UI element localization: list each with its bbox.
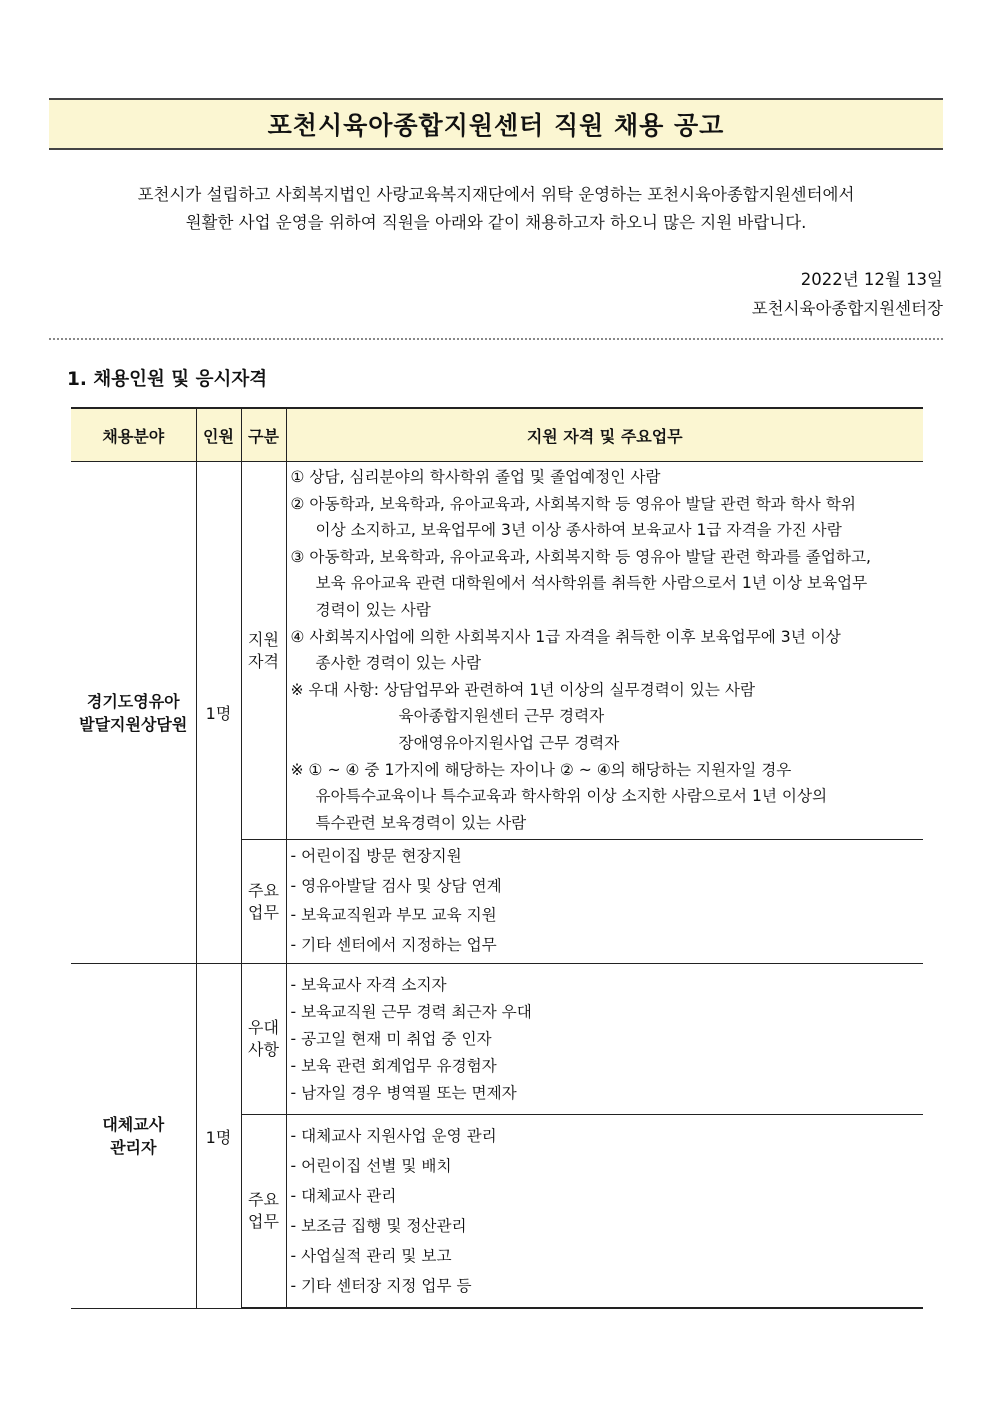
header-details: 지원 자격 및 주요업무	[286, 408, 923, 462]
header-count: 인원	[196, 408, 241, 462]
list-item: - 기타 센터에서 지정하는 업무	[290, 935, 497, 954]
list-item: - 어린이집 선별 및 배치	[290, 1157, 452, 1176]
job-field-cell: 대체교사 관리자	[71, 964, 196, 1308]
duties-cell	[286, 1115, 923, 1309]
list-item: - 보육교직원과 부모 교육 지원	[290, 906, 497, 925]
category-qualifications: 지원 자격	[241, 462, 286, 840]
list-item: 이상 소지하고, 보육업무에 3년 이상 종사하여 보육교사 1급 자격을 가진 사람	[315, 521, 842, 540]
list-item: 장애영유아지원사업 근무 경력자	[398, 733, 620, 752]
list-item: - 어린이집 방문 현장지원	[290, 847, 462, 866]
issuer: 포천시육아종합지원센터장	[751, 299, 943, 318]
list-item: ④ 사회복지사업에 의한 사회복지사 1급 자격을 취득한 이후 보육업무에 3년 이상	[290, 627, 841, 646]
category-duties: 주요 업무	[241, 840, 286, 964]
list-item: - 보육교사 자격 소지자	[290, 976, 447, 995]
headcount-cell: 1명	[196, 462, 241, 964]
intro-line-2: 원활한 사업 운영을 위하여 직원을 아래와 같이 채용하고자 하오니 많은 지원 바랍니다.	[185, 213, 807, 232]
list-item: ② 아동학과, 보육학과, 유아교육과, 사회복지학 등 영유아 발달 관련 학과 학사 학위	[290, 494, 856, 513]
page-title: 포천시육아종합지원센터 직원 채용 공고	[267, 111, 725, 140]
list-item: - 보육교직원 근무 경력 최근자 우대	[290, 1003, 532, 1022]
title-box	[49, 98, 943, 150]
list-item: 육아종합지원센터 근무 경력자	[398, 707, 605, 726]
duties-cell	[286, 840, 923, 964]
table-header-row	[71, 408, 923, 462]
headcount-cell: 1명	[196, 964, 241, 1308]
list-item: ※ 우대 사항: 상담업무와 관련하여 1년 이상의 실무경력이 있는 사람	[290, 680, 756, 699]
preferences-cell	[286, 964, 923, 1115]
list-item: - 영유아발달 검사 및 상담 연계	[290, 876, 502, 895]
list-item: - 공고일 현재 미 취업 중 인자	[290, 1029, 492, 1048]
list-item: - 남자일 경우 병역필 또는 면제자	[290, 1083, 517, 1102]
qualifications-cell	[286, 462, 923, 840]
table-row	[71, 964, 923, 1115]
list-item: - 보조금 집행 및 정산관리	[290, 1217, 467, 1236]
list-item: - 대체교사 관리	[290, 1187, 397, 1206]
list-item: - 사업실적 관리 및 보고	[290, 1247, 452, 1266]
intro-line-1: 포천시가 설립하고 사회복지법인 사랑교육복지재단에서 위탁 운영하는 포천시육아종합지원센터에서	[137, 185, 855, 204]
divider	[49, 338, 943, 340]
job-field-cell: 경기도영유아 발달지원상담원	[71, 462, 196, 964]
header-category: 구분	[241, 408, 286, 462]
category-preferences: 우대 사항	[241, 964, 286, 1115]
list-item: 경력이 있는 사람	[315, 600, 431, 619]
list-item: ※ ① ~ ④ 중 1가지에 해당하는 자이나 ② ~ ④의 해당하는 지원자일 경우	[290, 760, 792, 779]
announcement-date: 2022년 12월 13일	[800, 270, 943, 289]
list-item: 유아특수교육이나 특수교육과 학사학위 이상 소지한 사람으로서 1년 이상의	[315, 787, 828, 806]
list-item: ③ 아동학과, 보육학과, 유아교육과, 사회복지학 등 영유아 발달 관련 학과를 졸업하고,	[290, 547, 871, 566]
list-item: 특수관련 보육경력이 있는 사람	[315, 813, 527, 832]
category-duties: 주요 업무	[241, 1115, 286, 1309]
list-item: - 보육 관련 회계업무 유경험자	[290, 1056, 497, 1075]
list-item: 종사한 경력이 있는 사람	[315, 654, 482, 673]
section-heading: 1. 채용인원 및 응시자격	[67, 369, 268, 390]
header-field: 채용분야	[71, 408, 196, 462]
list-item: 보육 유아교육 관련 대학원에서 석사학위를 취득한 사람으로서 1년 이상 보육업무	[315, 574, 868, 593]
list-item: - 대체교사 지원사업 운영 관리	[290, 1127, 497, 1146]
list-item: - 기타 센터장 지정 업무 등	[290, 1277, 472, 1296]
recruitment-table	[71, 407, 923, 1309]
table-row	[71, 462, 923, 840]
list-item: ① 상담, 심리분야의 학사학위 졸업 및 졸업예정인 사람	[290, 468, 661, 486]
